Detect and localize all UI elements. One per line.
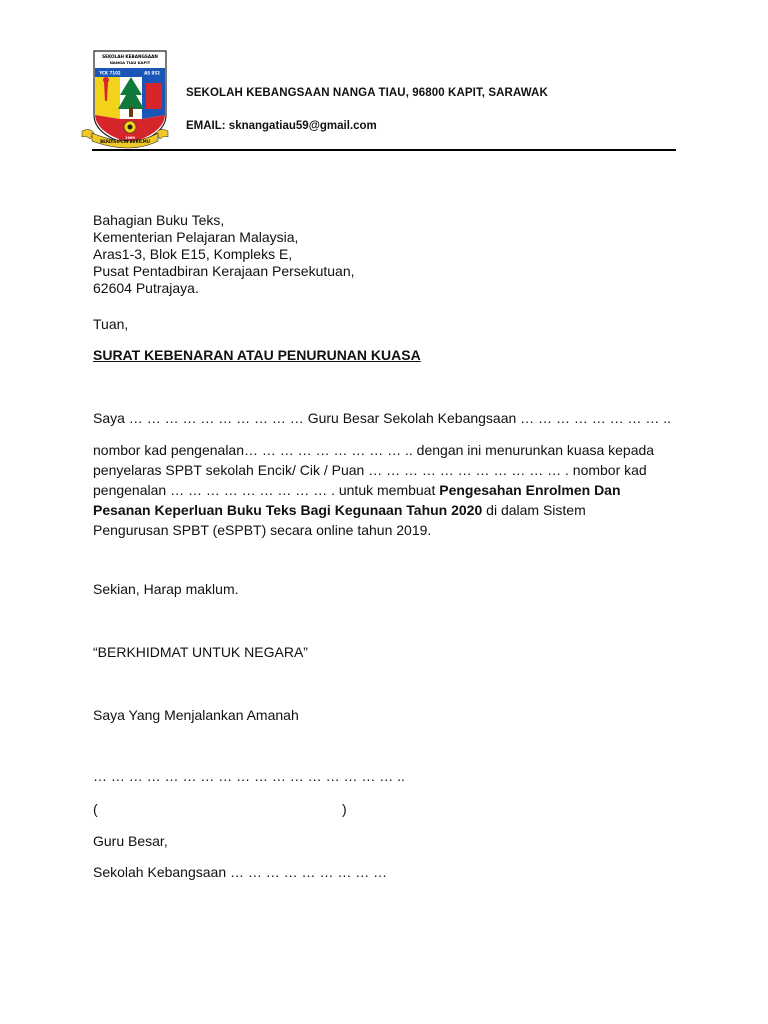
- paragraph-1: Saya … … … … … … … … … … Guru Besar Sekolah Kebangsaan … … … … … … … … ..: [93, 410, 672, 426]
- signatory-school: Sekolah Kebangsaan … … … … … … … … …: [93, 864, 388, 880]
- paragraph-2: [93, 440, 654, 540]
- address-line: Pusat Pentadbiran Kerajaan Persekutuan,: [93, 263, 355, 279]
- signature-line: … … … … … … … … … … … … … … … … … ..: [93, 768, 405, 784]
- paragraph-line: Pengurusan SPBT (eSPBT) secara online tahun 2019.: [93, 522, 432, 538]
- signoff: Saya Yang Menjalankan Amanah: [93, 707, 299, 723]
- svg-text:NANGA TIAU KAPIT: NANGA TIAU KAPIT: [109, 60, 151, 65]
- signatory-name-brackets: [93, 801, 347, 818]
- paragraph-text: pengenalan … … … … … … … … … . untuk membuat: [93, 482, 440, 498]
- salutation: Tuan,: [93, 316, 129, 332]
- paragraph-bold-text: Pengesahan Enrolmen Dan: [439, 482, 621, 498]
- signatory-title: Guru Besar,: [93, 833, 168, 849]
- motto: “BERKHIDMAT UNTUK NEGARA”: [93, 644, 308, 660]
- svg-text:1969: 1969: [124, 136, 136, 140]
- paragraph-line: [93, 500, 654, 520]
- paragraph-line: nombor kad pengenalan… … … … … … … … … .. dengan ini menurunkan kuasa kepada: [93, 442, 655, 458]
- letterhead-email: EMAIL: sknangatiau59@gmail.com: [186, 120, 377, 132]
- paragraph-line: [93, 480, 654, 500]
- school-crest-logo: [80, 49, 170, 151]
- address-line: Aras1-3, Blok E15, Kompleks E,: [93, 246, 293, 262]
- paragraph-bold-text: Pesanan Keperluan Buku Teks Bagi Kegunaan Tahun 2020: [93, 502, 483, 518]
- recipient-address: [93, 212, 355, 297]
- paragraph-line: penyelaras SPBT sekolah Encik/ Cik / Puan … … … … … … … … … … … . nombor kad: [93, 462, 647, 478]
- paragraph-text: di dalam Sistem: [482, 502, 586, 518]
- address-line: Kementerian Pelajaran Malaysia,: [93, 229, 299, 245]
- svg-text:YCK 7102: YCK 7102: [99, 70, 121, 76]
- bracket-close: ): [342, 801, 347, 817]
- bracket-open: (: [93, 801, 98, 817]
- address-line: Bahagian Buku Teks,: [93, 212, 225, 228]
- svg-text:AS 932: AS 932: [144, 70, 160, 76]
- address-line: 62604 Putrajaya.: [93, 280, 199, 296]
- letterhead-divider: [92, 149, 676, 151]
- svg-text:SEKOLAH KEBANGSAAN: SEKOLAH KEBANGSAAN: [102, 54, 158, 59]
- letterhead-school-address: SEKOLAH KEBANGSAAN NANGA TIAU, 96800 KAPIT, SARAWAK: [186, 87, 548, 99]
- svg-text:BERDISIPLIN BERILMU: BERDISIPLIN BERILMU: [100, 139, 150, 144]
- letter-subject: SURAT KEBENARAN ATAU PENURUNAN KUASA: [93, 347, 421, 363]
- closing-line: Sekian, Harap maklum.: [93, 581, 239, 597]
